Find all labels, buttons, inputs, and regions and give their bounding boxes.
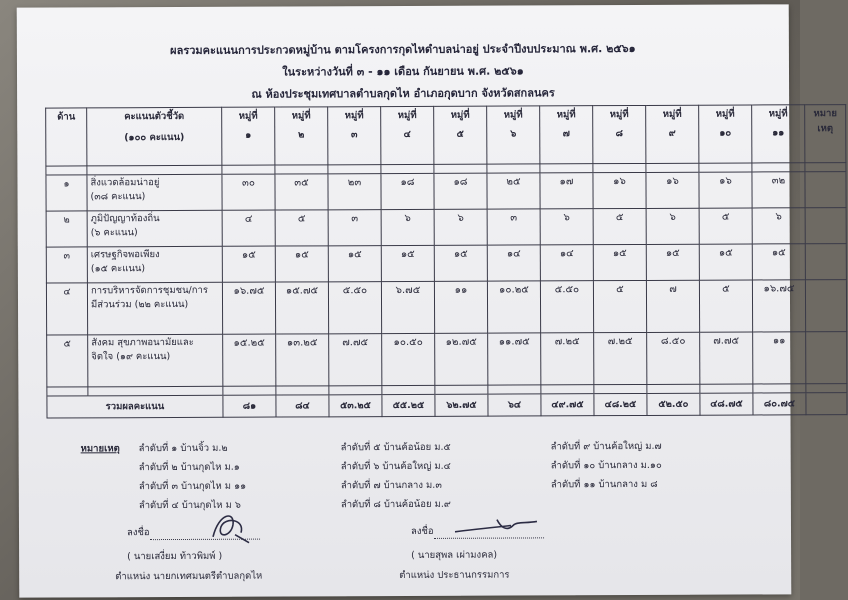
total-cell: ๔๘.๒๕: [594, 393, 647, 415]
score-cell: ๖: [752, 208, 805, 244]
note-cell: [805, 172, 846, 208]
spacer-cell: [540, 164, 593, 173]
score-cell: ๑๔: [540, 245, 593, 281]
score-cell: ๑๑.๗๕: [488, 333, 541, 385]
col-village-header: [593, 105, 646, 163]
indicator-points: จิตใจ (๑๙ คะแนน): [91, 351, 171, 363]
ranking-column-1: [139, 441, 247, 517]
score-cell: ๑๕.๗๕: [275, 282, 328, 334]
indicator-cell: [87, 246, 222, 283]
col-aspect-header: ด้าน: [46, 108, 87, 166]
score-cell: ๑๖: [646, 172, 699, 208]
score-cell: ๓: [487, 209, 540, 245]
score-cell: ๑๐.๒๕: [487, 281, 540, 333]
total-cell: ๘๐.๗๕: [753, 393, 806, 415]
document-sheet: [17, 4, 837, 597]
ranking-item: ลำดับที่ ๓ บ้านกุดไห ม ๑๑: [138, 480, 247, 493]
indicator-cell: [87, 282, 222, 335]
score-cell: ๗.๒๕: [594, 332, 647, 384]
spacer-cell: [329, 386, 382, 395]
indicator-points: (๑๕ คะแนน): [90, 263, 146, 275]
spacer-cell: [541, 385, 594, 394]
spacer-cell: [805, 163, 846, 172]
spacer-cell: [487, 164, 540, 173]
village-word: หมู่ที่: [397, 109, 417, 122]
village-word: หมู่ที่: [344, 110, 364, 122]
score-cell: ๔: [222, 210, 275, 246]
total-row: [47, 393, 847, 418]
village-number: ๗: [562, 128, 570, 140]
col-indicator-title: คะแนนตัวชี้วัด: [124, 110, 185, 123]
spacer-cell: [223, 386, 276, 395]
indicator-cell: [87, 210, 222, 247]
indicator-name: สิ่งแวดล้อมน่าอยู่: [90, 177, 160, 189]
village-word: หมู่ที่: [662, 108, 682, 120]
total-cell: ๔๘.๗๕: [700, 393, 753, 415]
score-cell: ๑๑: [434, 281, 487, 333]
score-cell: ๕.๕๐: [328, 282, 381, 334]
score-cell: ๑๗: [540, 173, 593, 209]
handwritten-signature-icon: [451, 513, 541, 537]
score-cell: ๑๓.๒๕: [276, 334, 329, 386]
table-row: [46, 280, 846, 335]
score-cell: ๒๕: [487, 173, 540, 209]
spacer-cell: [699, 163, 752, 172]
col-village-header: [540, 106, 593, 164]
ranking-item: ลำดับที่ ๖ บ้านค้อใหญ่ ม.๔: [340, 460, 451, 473]
ranking-item: ลำดับที่ ๕ บ้านค้อน้อย ม.๕: [340, 441, 451, 454]
spacer-cell: [752, 163, 805, 172]
col-village-header: [222, 107, 275, 165]
spacer-cell: [753, 384, 806, 393]
table-row: [46, 208, 846, 247]
note-cell: [805, 280, 846, 332]
col-village-header: [487, 106, 540, 164]
score-cell: ๑๕: [381, 245, 434, 281]
spacer-cell: [435, 385, 488, 394]
score-cell: ๑๘: [381, 173, 434, 209]
spacer-cell: [382, 385, 435, 394]
village-number: ๔: [403, 128, 411, 140]
score-cell: ๗.๒๕: [541, 333, 594, 385]
spacer-cell: [222, 165, 275, 174]
note-cell: [805, 244, 846, 280]
spacer-cell: [647, 384, 700, 393]
ranking-item: ลำดับที่ ๑๐ บ้านกลาง ม.๑๐: [550, 459, 662, 472]
score-cell: ๑๒.๗๕: [435, 333, 488, 385]
score-cell: ๑๕: [434, 245, 487, 281]
sign-label: ลงชื่อ: [126, 527, 150, 539]
ranking-item: ลำดับที่ ๒ บ้านกุดไห ม.๑: [138, 461, 240, 474]
score-cell: ๑๕: [328, 246, 381, 282]
indicator-points: (๖ คะแนน): [90, 227, 138, 239]
signature-block-left: [115, 525, 263, 583]
spacer-cell: [488, 385, 541, 394]
indicator-points: มีส่วนร่วม (๒๒ คะแนน): [90, 298, 189, 311]
village-number: ๙: [668, 127, 676, 139]
score-cell: ๗.๗๕: [329, 334, 382, 386]
score-cell: ๑๖.๗๕: [222, 282, 275, 334]
document-venue: ณ ห้องประชุมเทศบาลตำบลกุดไห อำเภอกุดบาก จังหวัดสกลนคร: [251, 86, 555, 101]
village-word: หมู่ที่: [238, 110, 258, 122]
total-cell: ๖๒.๗๕: [435, 394, 488, 416]
spacer-cell: [434, 164, 487, 173]
total-cell: ๕๕.๒๕: [382, 394, 435, 416]
table-row: [47, 332, 847, 387]
remarks-label: หมายเหตุ: [80, 443, 120, 455]
score-cell: ๖.๗๕: [381, 281, 434, 333]
spacer-cell: [700, 384, 753, 393]
village-word: หมู่ที่: [450, 109, 470, 121]
score-cell: ๑๐.๕๐: [382, 333, 435, 385]
document-title: ผลรวมคะแนนการประกวดหมู่บ้าน ตามโครงการกุดไหดำบลน่าอยู่ ประจำปีงบประมาณ พ.ศ. ๒๕๖๑: [170, 41, 636, 58]
col-village-header: [752, 105, 805, 163]
note-cell: [806, 332, 847, 384]
ranking-item: ลำดับที่ ๔ บ้านกุดไห ม ๖: [138, 499, 241, 512]
indicator-name: สังคม สุขภาพอนามัยและ: [91, 336, 194, 349]
score-cell: ๑๖: [699, 172, 752, 208]
aspect-number: ๑: [46, 175, 87, 211]
village-number: ๑๑: [772, 127, 785, 139]
score-cell: ๑๑: [753, 332, 806, 384]
indicator-cell: [88, 334, 223, 387]
signer-position-right: ตำแหน่ง ประธานกรรมการ: [399, 569, 510, 582]
score-cell: ๕.๕๐: [540, 281, 593, 333]
col-village-header: [381, 106, 434, 164]
village-number: ๖: [510, 128, 517, 140]
score-cell: ๕: [275, 210, 328, 246]
score-cell: ๕: [593, 208, 646, 244]
village-number: ๒: [298, 129, 305, 141]
spacer-cell: [47, 387, 88, 396]
total-cell: ๘๑: [223, 395, 276, 417]
col-note-header: [805, 105, 846, 163]
score-cell: ๖: [646, 208, 699, 244]
ranking-item: ลำดับที่ ๘ บ้านค้อน้อย ม.๙: [340, 498, 451, 511]
spacer-cell: [46, 166, 87, 175]
score-cell: ๑๘: [434, 173, 487, 209]
score-cell: ๕: [699, 280, 752, 332]
score-cell: ๘.๕๐: [647, 332, 700, 384]
score-cell: ๕: [699, 208, 752, 244]
score-cell: ๖: [540, 209, 593, 245]
score-cell: ๕: [593, 280, 646, 332]
indicator-name: การบริหารจัดการชุมชน/การ: [90, 284, 208, 297]
table-row: [46, 172, 846, 211]
note-cell: [805, 208, 846, 244]
aspect-number: ๔: [46, 283, 87, 335]
col-note-title: หมาย: [813, 108, 837, 120]
indicator-cell: [87, 174, 222, 211]
document-date-range: ในระหว่างวันที่ ๓ - ๑๑ เดือน กันยายน พ.ศ. ๒๕๖๑: [282, 64, 524, 79]
ranking-item: ลำดับที่ ๙ บ้านค้อใหญ่ ม.๗: [550, 440, 662, 453]
score-cell: ๑๕: [752, 244, 805, 280]
spacer-cell: [593, 163, 646, 172]
village-word: หมู่ที่: [503, 109, 523, 121]
indicator-name: เศรษฐกิจพอเพียง: [90, 249, 160, 261]
ranking-column-3: [551, 439, 662, 496]
ranking-column-2: [341, 440, 451, 516]
indicator-name: ภูมิปัญญาท้องถิ่น: [90, 213, 160, 225]
handwritten-signature-icon: [205, 507, 255, 547]
remarks-section: [81, 438, 781, 521]
col-village-header: [646, 105, 699, 163]
score-cell: ๓: [328, 210, 381, 246]
score-cell: ๓๐: [222, 174, 275, 210]
signer-position-left: ตำแหน่ง นายกเทศมนตรีตำบลกุดไห: [115, 570, 263, 583]
ranking-item: ลำดับที่ ๑ บ้านจิ้ว ม.๒: [138, 442, 228, 455]
spacer-cell: [275, 165, 328, 174]
signer-name-left: ( นายเสงี่ยม ท้าวพิมพ์ ): [127, 550, 223, 563]
score-cell: ๑๖.๗๕: [752, 280, 805, 332]
col-note-title-2: เหตุ: [817, 123, 834, 135]
total-cell: ๕๓.๒๕: [329, 395, 382, 417]
score-cell: ๖: [381, 209, 434, 245]
col-village-header: [699, 105, 752, 163]
village-word: หมู่ที่: [768, 108, 788, 120]
score-cell: ๑๕.๒๕: [223, 334, 276, 386]
indicator-points: (๓๘ คะแนน): [90, 191, 146, 203]
score-cell: ๑๕: [699, 244, 752, 280]
village-word: หมู่ที่: [291, 110, 311, 122]
aspect-number: ๕: [47, 335, 88, 387]
score-cell: ๑๕: [275, 246, 328, 282]
spacer-cell: [276, 386, 329, 395]
total-cell: ๕๒.๕๐: [647, 393, 700, 415]
table-row: [46, 244, 846, 283]
note-cell: [806, 393, 847, 415]
score-cell: ๖: [434, 209, 487, 245]
village-number: ๕: [456, 128, 464, 140]
col-village-header: [328, 107, 381, 165]
score-cell: ๓๒: [752, 172, 805, 208]
col-indicator-header: [87, 107, 222, 166]
score-table: [45, 104, 847, 418]
spacer-cell: [646, 163, 699, 172]
score-cell: ๗.๗๕: [700, 332, 753, 384]
score-cell: ๑๔: [487, 245, 540, 281]
score-cell: ๗: [646, 280, 699, 332]
village-number: ๘: [615, 128, 623, 140]
score-cell: ๑๖: [593, 172, 646, 208]
village-number: ๑: [245, 129, 252, 141]
spacer-cell: [806, 384, 847, 393]
village-number: ๑๐: [719, 127, 732, 139]
spacer-cell: [381, 164, 434, 173]
village-word: หมู่ที่: [609, 109, 629, 121]
village-word: หมู่ที่: [556, 109, 576, 121]
sign-label: ลงชื่อ: [410, 525, 434, 537]
total-label: รวมผลคะแนน: [47, 395, 223, 418]
table-body: [46, 163, 847, 418]
total-cell: ๔๙.๗๕: [541, 394, 594, 416]
total-cell: ๘๔: [276, 395, 329, 417]
village-word: หมู่ที่: [715, 108, 735, 120]
col-indicator-subtitle: (๑๐๐ คะแนน): [124, 131, 185, 144]
signer-name-right: ( นายสุพล เผ่ามงคล): [411, 549, 498, 561]
village-number: ๓: [351, 129, 358, 141]
aspect-number: ๓: [46, 247, 87, 283]
ranking-item: ลำดับที่ ๑๑ บ้านกลาง ม ๘: [550, 478, 658, 491]
col-village-header: [434, 106, 487, 164]
spacer-cell: [328, 165, 381, 174]
score-cell: ๓๕: [275, 174, 328, 210]
score-cell: ๑๕: [646, 244, 699, 280]
score-cell: ๒๓: [328, 174, 381, 210]
score-cell: ๑๕: [593, 244, 646, 280]
signature-block-right: [399, 523, 544, 582]
ranking-item: ลำดับที่ ๗ บ้านกลาง ม.๓: [340, 479, 442, 492]
score-cell: ๑๕: [222, 246, 275, 282]
col-village-header: [275, 107, 328, 165]
aspect-number: ๒: [46, 211, 87, 247]
table-header-row: [46, 105, 846, 166]
total-cell: ๖๔: [488, 394, 541, 416]
spacer-cell: [594, 384, 647, 393]
